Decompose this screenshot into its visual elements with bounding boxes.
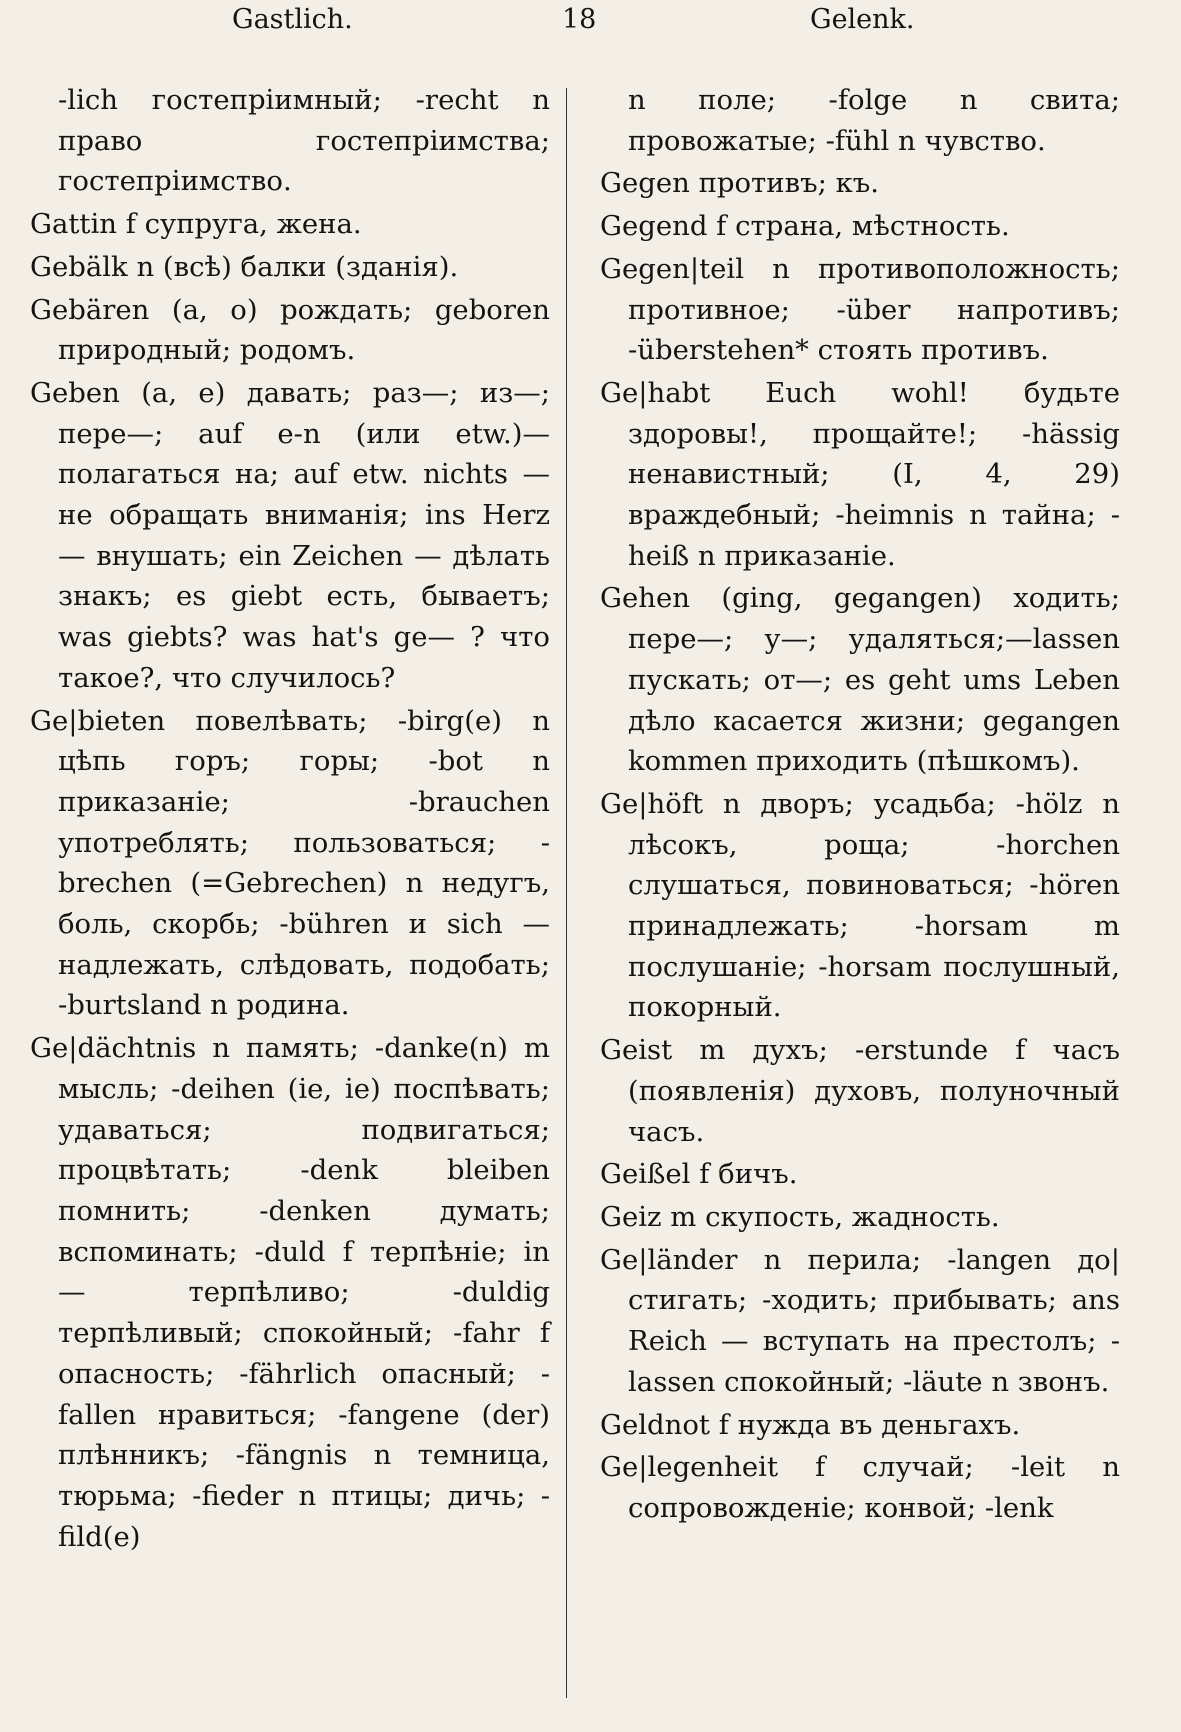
- dictionary-entry: Ge|dächtnis n память; -danke(n) m мысль; -deihen (ie, ie) поспѣвать; удаваться; подвигаться; процвѣтать; -denk bleiben помнить; -denken думать; вспоминать; -duld f терпѣніе; in — терпѣливо; -duldig терпѣливый; спокойный; -fahr f опасность; -fährlich опасный; -fallen нравиться; -fangene (der) плѣнникъ; -fängnis n темница, тюрьма; -fieder n птицы; дичь; -fild(e): [30, 1032, 550, 1553]
- dictionary-entry: Ge|bieten повелѣвать; -birg(e) n цѣпь горъ; горы; -bot n приказаніе; -brauchen употреблять; пользоваться; -brechen (=Gebrechen) n недугъ, боль, скорбь; -bühren и sich — надлежать, слѣдовать, подобать; -burtsland n родина.: [30, 704, 550, 1022]
- header-right-guideword: Gelenk.: [810, 4, 915, 35]
- dictionary-entry: Gebälk n (всѣ) балки (зданія).: [30, 250, 459, 283]
- page-header: [0, 4, 1181, 44]
- column-divider: [566, 88, 567, 1698]
- dictionary-entry: Ge|legenheit f случай; -leit n сопровожденіе; конвой; -lenk: [600, 1451, 1120, 1524]
- dictionary-entry: Gehen (ging, gegangen) ходить; пере—; у—; удаляться;—lassen пускать; от—; es geht ums Leben дѣло касается жизни; gegangen kommen приходить (пѣшкомъ).: [600, 582, 1120, 778]
- right-column: [600, 80, 1120, 1531]
- left-column: [30, 80, 550, 1559]
- dictionary-entry: Geißel f бичъ.: [600, 1158, 798, 1191]
- dictionary-entry: Ge|länder n перила; -langen до|стигать; -ходить; прибывать; ans Reich — вступать на престолъ; -lassen спокойный; -läute n звонъ.: [600, 1243, 1120, 1398]
- page-number: 18: [562, 4, 597, 35]
- dictionary-entry: Geldnot f нужда въ деньгахъ.: [600, 1408, 1021, 1441]
- dictionary-entry: Gegend f страна, мѣстность.: [600, 210, 1010, 243]
- dictionary-entry: Geben (a, e) давать; раз—; из—; пере—; auf e-n (или etw.)—полагаться на; auf etw. nichts — не обращать вниманія; ins Herz — внушать; ein Zeichen — дѣлать знакъ; es giebt есть, бываетъ; was giebts? was hat's ge— ? что такое?, что случилось?: [30, 376, 550, 694]
- header-left-guideword: Gastlich.: [232, 4, 353, 35]
- dictionary-entry: Ge|höft n дворъ; усадьба; -hölz n лѣсокъ, роща; -horchen слушаться, повиноваться; -hören принадлежать; -horsam m послушаніе; -horsam послушный, покорный.: [600, 787, 1120, 1024]
- dictionary-entry: n поле; -folge n свита; провожатые; -fühl n чувство.: [628, 84, 1120, 157]
- dictionary-entry: Geiz m скупость, жадность.: [600, 1200, 1000, 1233]
- dictionary-entry: Gegen противъ; къ.: [600, 167, 880, 200]
- dictionary-entry: Ge|habt Euch wohl! будьте здоровы!, прощайте!; -hässig ненавистный; (I, 4, 29) враждебный; -heimnis n тайна; -heiß n приказаніе.: [600, 376, 1120, 572]
- dictionary-entry: Gebären (a, o) рождать; geboren природный; родомъ.: [30, 293, 550, 367]
- dictionary-entry: Gegen|teil n противоположность; противное; -über напротивъ; -überstehen* стоять противъ.: [600, 252, 1120, 367]
- dictionary-entry: -lich гостепріимный; -recht n право гостепріимства; гостепріимство.: [58, 84, 550, 198]
- dictionary-entry: Geist m духъ; -erstunde f часъ (появленія) духовъ, полуночный часъ.: [600, 1034, 1120, 1148]
- dictionary-entry: Gattin f супруга, жена.: [30, 208, 362, 241]
